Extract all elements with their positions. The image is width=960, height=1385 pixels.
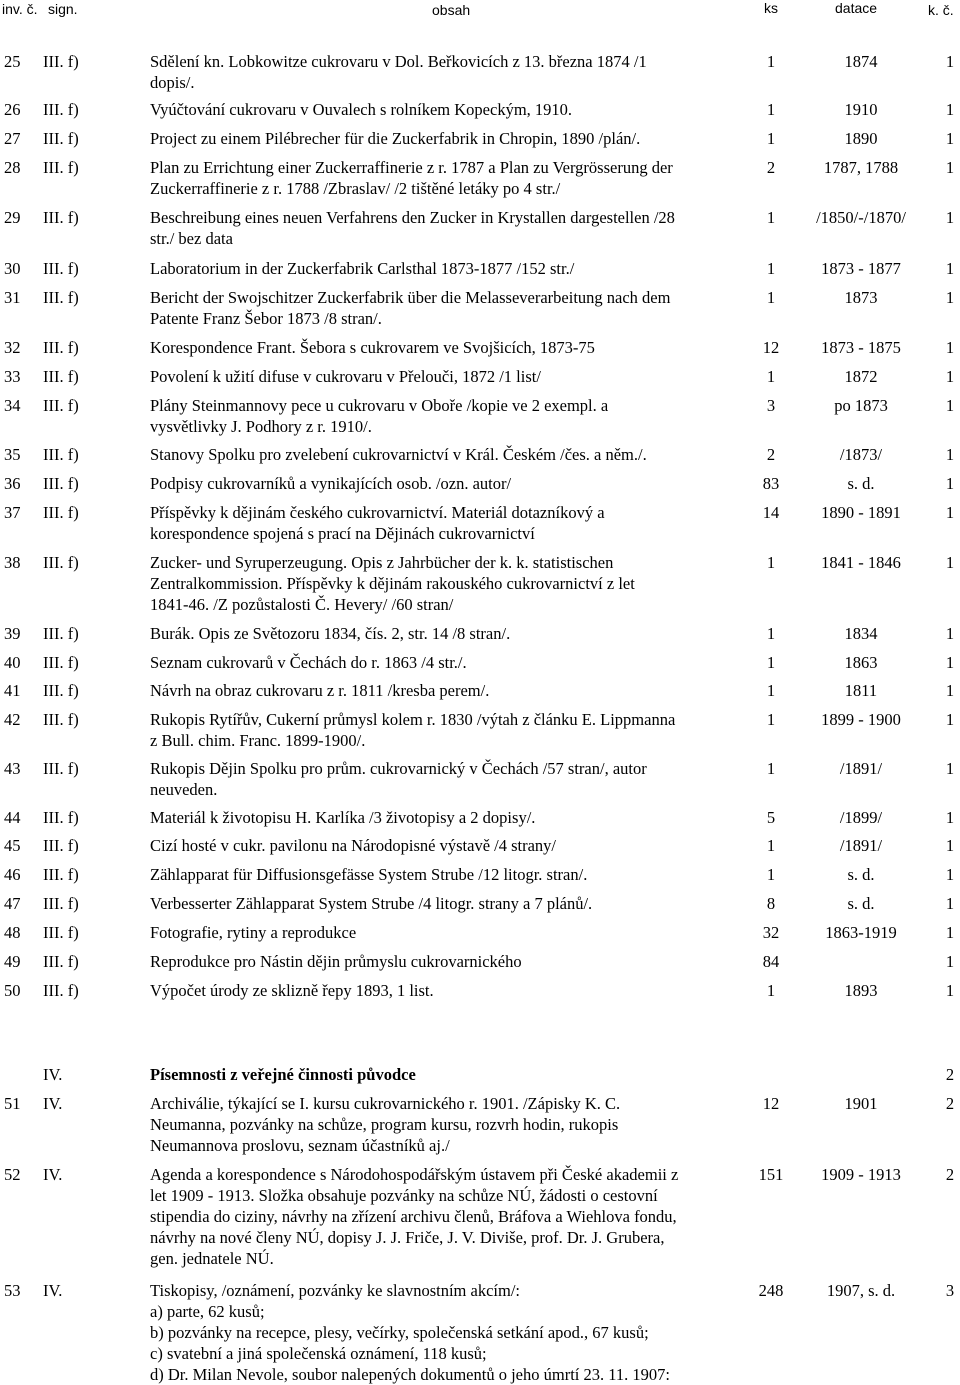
inventory-number: 41 xyxy=(4,681,21,700)
item-count: 1 xyxy=(766,653,776,672)
dating: 1873 - 1875 xyxy=(821,338,901,357)
item-count: 1 xyxy=(766,100,776,119)
content-description xyxy=(150,709,752,751)
content-line: Beschreibung eines neuen Verfahrens den Zucker in Krystallen dargestellen /28 xyxy=(150,208,675,227)
content-description xyxy=(150,652,752,673)
content-description xyxy=(150,922,752,943)
dating: 1907, s. d. xyxy=(826,1281,896,1300)
inventory-number: 43 xyxy=(4,759,21,778)
box-number: 1 xyxy=(945,710,955,729)
signature: III. f) xyxy=(43,52,79,71)
dating: 1873 - 1877 xyxy=(821,259,901,278)
inventory-number: 50 xyxy=(4,981,21,1000)
content-line: Zentralkommission. Příspěvky k dějinám rakouského cukrovarnictví z let xyxy=(150,574,635,593)
content-line: korespondence spojená s prací na Dějinách cukrovarnictví xyxy=(150,524,535,543)
inventory-number: 26 xyxy=(4,100,21,119)
inventory-number: 42 xyxy=(4,710,21,729)
content-description xyxy=(150,552,752,615)
dating: 1811 xyxy=(844,681,878,700)
content-line: Neumanna, pozvánky na schůze, program kursu, rozvrh hodin, rukopis xyxy=(150,1115,619,1134)
inventory-number: 52 xyxy=(4,1165,21,1184)
content-line: Seznam cukrovarů v Čechách do r. 1863 /4 str./. xyxy=(150,653,467,672)
dating: 1909 - 1913 xyxy=(821,1165,901,1184)
item-count: 1 xyxy=(766,681,776,700)
item-count: 1 xyxy=(766,367,776,386)
content-line: Příspěvky k dějinám českého cukrovarnictví. Materiál dotazníkový a xyxy=(150,503,605,522)
content-line: Rukopis Rytířův, Cukerní průmysl kolem r. 1830 /výtah z článku E. Lippmanna xyxy=(150,710,676,729)
content-line: Agenda a korespondence s Národohospodářským ústavem při České akademii z xyxy=(150,1165,679,1184)
content-description xyxy=(150,366,752,387)
inventory-number: 33 xyxy=(4,367,21,386)
inventory-number: 49 xyxy=(4,952,21,971)
content-description xyxy=(150,1280,752,1385)
content-description xyxy=(150,623,752,644)
signature: III. f) xyxy=(43,681,79,700)
box-number: 1 xyxy=(945,624,955,643)
content-line: Materiál k životopisu H. Karlíka /3 životopisy a 2 dopisy/. xyxy=(150,808,536,827)
content-description xyxy=(150,864,752,885)
box-number: 1 xyxy=(945,759,955,778)
box-number: 1 xyxy=(945,653,955,672)
content-line: str./ bez data xyxy=(150,229,233,248)
content-line: Výpočet úrody ze sklizně řepy 1893, 1 list. xyxy=(150,981,434,1000)
signature: IV. xyxy=(43,1281,63,1300)
header-datace: datace xyxy=(835,0,878,16)
content-description xyxy=(150,444,752,465)
signature: III. f) xyxy=(43,923,79,942)
item-count: 2 xyxy=(766,445,776,464)
content-line: Vyúčtování cukrovaru v Ouvalech s rolníkem Kopeckým, 1910. xyxy=(150,100,573,119)
dating: 1910 xyxy=(844,100,878,119)
item-count: 3 xyxy=(766,396,776,415)
signature: III. f) xyxy=(43,338,79,357)
box-number: 1 xyxy=(945,158,955,177)
content-description xyxy=(150,99,752,120)
content-description xyxy=(150,1164,752,1269)
item-count: 1 xyxy=(766,129,776,148)
signature: III. f) xyxy=(43,624,79,643)
content-line: Zucker- und Syruperzeugung. Opis z Jahrbücher der k. k. statistischen xyxy=(150,553,614,572)
content-description xyxy=(150,395,752,437)
content-line: Burák. Opis ze Světozoru 1834, čís. 2, str. 14 /8 stran/. xyxy=(150,624,511,643)
box-number: 1 xyxy=(945,503,955,522)
content-line: Plan zu Errichtung einer Zuckerraffinerie z r. 1787 a Plan zu Vergrösserung der xyxy=(150,158,673,177)
column-header xyxy=(0,0,960,22)
content-line: Cizí hosté v cukr. pavilonu na Národopisné výstavě /4 strany/ xyxy=(150,836,557,855)
content-line: d) Dr. Milan Nevole, soubor nalepených dokumentů o jeho úmrtí 23. 11. 1907: xyxy=(150,1365,670,1384)
content-line: let 1909 - 1913. Složka obsahuje pozvánky na schůze NÚ, žádosti o cestovní xyxy=(150,1186,658,1205)
inventory-number: 30 xyxy=(4,259,21,278)
inventory-number: 51 xyxy=(4,1094,21,1113)
box-number: 1 xyxy=(945,288,955,307)
inventory-number: 36 xyxy=(4,474,21,493)
dating: 1834 xyxy=(844,624,878,643)
item-count: 1 xyxy=(766,259,776,278)
signature: III. f) xyxy=(43,445,79,464)
box-number: 2 xyxy=(945,1094,955,1113)
dating: /1899/ xyxy=(839,808,883,827)
inventory-number: 48 xyxy=(4,923,21,942)
content-line: Návrh na obraz cukrovaru z r. 1811 /kresba perem/. xyxy=(150,681,490,700)
dating: /1891/ xyxy=(839,836,883,855)
box-number: 1 xyxy=(945,952,955,971)
box-number: 1 xyxy=(945,474,955,493)
dating: s. d. xyxy=(847,894,875,913)
inventory-number: 45 xyxy=(4,836,21,855)
item-count: 83 xyxy=(762,474,780,493)
inventory-number: 31 xyxy=(4,288,21,307)
dating: 1890 - 1891 xyxy=(821,503,901,522)
content-line: Verbesserter Zählapparat System Strube /4 litogr. strany a 7 plánů/. xyxy=(150,894,593,913)
dating: 1901 xyxy=(844,1094,878,1113)
box-number: 1 xyxy=(945,100,955,119)
section-title: Písemnosti z veřejné činnosti původce xyxy=(150,1065,416,1084)
content-description xyxy=(150,758,752,800)
content-description xyxy=(150,807,752,828)
item-count: 84 xyxy=(762,952,780,971)
item-count: 1 xyxy=(766,288,776,307)
box-number: 1 xyxy=(945,553,955,572)
content-description xyxy=(150,128,752,149)
inventory-number: 34 xyxy=(4,396,21,415)
box-number: 1 xyxy=(945,923,955,942)
item-count: 1 xyxy=(766,865,776,884)
inventory-number: 38 xyxy=(4,553,21,572)
item-count: 1 xyxy=(766,981,776,1000)
content-line: Povolení k užití difuse v cukrovaru v Přelouči, 1872 /1 list/ xyxy=(150,367,541,386)
content-line: Sdělení kn. Lobkowitze cukrovaru v Dol. Beřkovicích z 13. března 1874 /1 xyxy=(150,52,647,71)
item-count: 248 xyxy=(758,1281,784,1300)
signature: III. f) xyxy=(43,865,79,884)
inventory-number: 40 xyxy=(4,653,21,672)
dating: 1893 xyxy=(844,981,878,1000)
content-line: stipendia do ciziny, návrhy na zřízení archivu členů, Bráfova a Wiehlova fondu, xyxy=(150,1207,677,1226)
header-sign: sign. xyxy=(48,1,78,17)
content-description xyxy=(150,680,752,701)
dating: /1850/-/1870/ xyxy=(816,208,906,227)
signature: III. f) xyxy=(43,553,79,572)
inventory-number: 39 xyxy=(4,624,21,643)
content-line: c) svatební a jiná společenská oznámení, 118 kusů; xyxy=(150,1344,487,1363)
content-description xyxy=(150,337,752,358)
box-number: 1 xyxy=(945,367,955,386)
inventory-number: 25 xyxy=(4,52,21,71)
signature: III. f) xyxy=(43,396,79,415)
dating: s. d. xyxy=(847,865,875,884)
dating: 1863 xyxy=(844,653,878,672)
box-number: 1 xyxy=(945,208,955,227)
content-description xyxy=(150,258,752,279)
item-count: 14 xyxy=(762,503,780,522)
box-number: 1 xyxy=(945,52,955,71)
dating: /1891/ xyxy=(839,759,883,778)
box-number: 1 xyxy=(945,865,955,884)
content-line: Archiválie, týkající se I. kursu cukrovarnického r. 1901. /Zápisky K. C. xyxy=(150,1094,621,1113)
inventory-number: 37 xyxy=(4,503,21,522)
item-count: 1 xyxy=(766,52,776,71)
item-count: 5 xyxy=(766,808,776,827)
box-number: 1 xyxy=(945,808,955,827)
item-count: 151 xyxy=(758,1165,784,1184)
header-ks: ks xyxy=(764,0,778,16)
signature: III. f) xyxy=(43,259,79,278)
content-description xyxy=(150,893,752,914)
item-count: 1 xyxy=(766,624,776,643)
box-number: 1 xyxy=(945,445,955,464)
content-description xyxy=(150,287,752,329)
section-signature: IV. xyxy=(43,1065,63,1084)
dating: 1890 xyxy=(844,129,878,148)
item-count: 1 xyxy=(766,759,776,778)
content-line: z Bull. chim. Franc. 1899-1900/. xyxy=(150,731,366,750)
box-number: 1 xyxy=(945,836,955,855)
content-description xyxy=(150,473,752,494)
content-description xyxy=(150,1093,752,1156)
inventory-number: 27 xyxy=(4,129,21,148)
content-description xyxy=(150,157,752,199)
content-line: dopis/. xyxy=(150,73,195,92)
content-line: Bericht der Swojschitzer Zuckerfabrik über die Melasseverarbeitung nach dem xyxy=(150,288,671,307)
header-obsah: obsah xyxy=(432,2,471,18)
signature: III. f) xyxy=(43,129,79,148)
content-description xyxy=(150,980,752,1001)
item-count: 1 xyxy=(766,208,776,227)
inventory-number: 32 xyxy=(4,338,21,357)
signature: III. f) xyxy=(43,100,79,119)
content-description xyxy=(150,835,752,856)
box-number: 2 xyxy=(945,1165,955,1184)
inventory-number: 28 xyxy=(4,158,21,177)
item-count: 1 xyxy=(766,710,776,729)
box-number: 1 xyxy=(945,338,955,357)
signature: III. f) xyxy=(43,952,79,971)
content-line: b) pozvánky na recepce, plesy, večírky, společenská setkání apod., 67 kusů; xyxy=(150,1323,649,1342)
dating: 1841 - 1846 xyxy=(821,553,901,572)
dating: /1873/ xyxy=(839,445,883,464)
dating: 1872 xyxy=(844,367,878,386)
box-number: 1 xyxy=(945,981,955,1000)
signature: III. f) xyxy=(43,808,79,827)
content-line: Laboratorium in der Zuckerfabrik Carlsthal 1873-1877 /152 str./ xyxy=(150,259,575,278)
inventory-number: 44 xyxy=(4,808,21,827)
content-line: Neumannova proslovu, seznam účastníků aj./ xyxy=(150,1136,450,1155)
signature: III. f) xyxy=(43,981,79,1000)
signature: III. f) xyxy=(43,710,79,729)
signature: III. f) xyxy=(43,653,79,672)
box-number: 1 xyxy=(945,129,955,148)
item-count: 2 xyxy=(766,158,776,177)
item-count: 12 xyxy=(762,1094,780,1113)
box-number: 1 xyxy=(945,681,955,700)
item-count: 32 xyxy=(762,923,780,942)
header-inv: inv. č. xyxy=(2,1,38,17)
dating: 1863-1919 xyxy=(825,923,897,942)
content-description xyxy=(150,51,752,93)
item-count: 12 xyxy=(762,338,780,357)
content-line: a) parte, 62 kusů; xyxy=(150,1302,265,1321)
content-line: gen. jednatele NÚ. xyxy=(150,1249,274,1268)
header-kc: k. č. xyxy=(928,2,954,18)
content-line: Podpisy cukrovarníků a vynikajících osob. /ozn. autor/ xyxy=(150,474,512,493)
content-line: Korespondence Frant. Šebora s cukrovarem ve Svojšicích, 1873-75 xyxy=(150,338,595,357)
box-number: 1 xyxy=(945,396,955,415)
dating: 1899 - 1900 xyxy=(821,710,901,729)
content-line: návrhy na nové členy NÚ, dopisy J. J. Friče, J. V. Diviše, prof. Dr. J. Grubera, xyxy=(150,1228,665,1247)
item-count: 1 xyxy=(766,553,776,572)
item-count: 1 xyxy=(766,836,776,855)
signature: III. f) xyxy=(43,367,79,386)
content-line: Fotografie, rytiny a reprodukce xyxy=(150,923,357,942)
inventory-number: 29 xyxy=(4,208,21,227)
content-line: Rukopis Dějin Spolku pro prům. cukrovarnický v Čechách /57 stran/, autor xyxy=(150,759,647,778)
content-line: Zuckerraffinerie z r. 1788 /Zbraslav/ /2 tištěné letáky po 4 str./ xyxy=(150,179,561,198)
dating: 1787, 1788 xyxy=(823,158,899,177)
content-line: vysvětlivky J. Podhory z r. 1910/. xyxy=(150,417,372,436)
content-description xyxy=(150,502,752,544)
dating: 1874 xyxy=(844,52,878,71)
inventory-number: 35 xyxy=(4,445,21,464)
content-description xyxy=(150,207,752,249)
signature: III. f) xyxy=(43,836,79,855)
signature: III. f) xyxy=(43,158,79,177)
dating: s. d. xyxy=(847,474,875,493)
content-line: 1841-46. /Z pozůstalosti Č. Hevery/ /60 stran/ xyxy=(150,595,454,614)
item-count: 8 xyxy=(766,894,776,913)
content-line: Plány Steinmannovy pece u cukrovaru v Oboře /kopie ve 2 exempl. a xyxy=(150,396,609,415)
signature: IV. xyxy=(43,1165,63,1184)
dating: 1873 xyxy=(844,288,878,307)
content-description xyxy=(150,951,752,972)
content-line: Reprodukce pro Nástin dějin průmyslu cukrovarnického xyxy=(150,952,522,971)
signature: III. f) xyxy=(43,503,79,522)
box-number: 3 xyxy=(945,1281,955,1300)
dating: po 1873 xyxy=(834,396,888,415)
signature: IV. xyxy=(43,1094,63,1113)
box-number: 1 xyxy=(945,894,955,913)
inventory-number: 46 xyxy=(4,865,21,884)
content-line: neuveden. xyxy=(150,780,218,799)
inventory-number: 47 xyxy=(4,894,21,913)
content-line: Tiskopisy, /oznámení, pozvánky ke slavnostním akcím/: xyxy=(150,1281,520,1300)
signature: III. f) xyxy=(43,208,79,227)
signature: III. f) xyxy=(43,288,79,307)
signature: III. f) xyxy=(43,894,79,913)
content-line: Zählapparat für Diffusionsgefässe System Strube /12 litogr. stran/. xyxy=(150,865,588,884)
section-box-number: 2 xyxy=(945,1065,955,1084)
content-line: Project zu einem Pilébrecher für die Zuckerfabrik in Chropin, 1890 /plán/. xyxy=(150,129,641,148)
signature: III. f) xyxy=(43,474,79,493)
box-number: 1 xyxy=(945,259,955,278)
signature: III. f) xyxy=(43,759,79,778)
content-line: Patente Franz Šebor 1873 /8 stran/. xyxy=(150,309,382,328)
content-line: Stanovy Spolku pro zvelebení cukrovarnictví v Král. Českém /čes. a něm./. xyxy=(150,445,647,464)
inventory-number: 53 xyxy=(4,1281,21,1300)
